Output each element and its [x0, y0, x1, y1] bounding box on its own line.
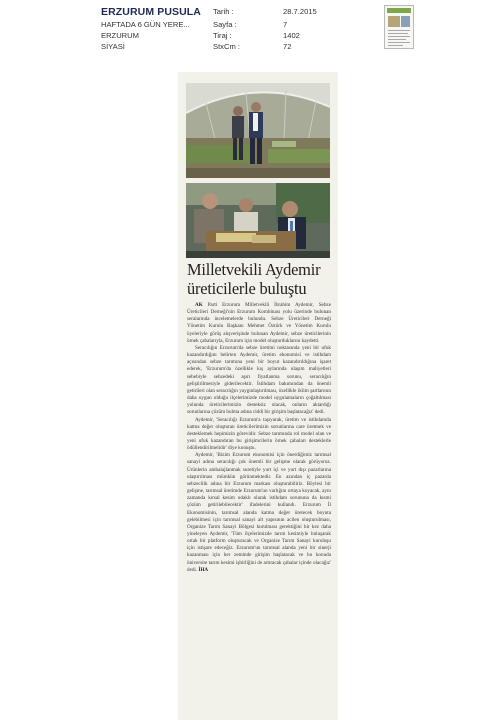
area-value: 72	[283, 42, 292, 51]
circulation-value: 1402	[283, 31, 300, 40]
circulation-label: Tiraj :	[213, 31, 232, 40]
page-label: Sayfa :	[213, 20, 237, 29]
meeting-photo	[186, 183, 330, 258]
date-value: 28.7.2015	[283, 7, 317, 16]
publication-category: SİYASİ	[101, 42, 125, 51]
news-agency: İHA	[198, 566, 209, 573]
page-value: 7	[283, 20, 288, 29]
area-label: StxCm :	[213, 42, 241, 51]
publication-frequency: HAFTADA 6 GÜN YERE...	[101, 20, 190, 29]
date-label: Tarih :	[213, 7, 234, 16]
thumbnail-masthead	[387, 8, 411, 13]
article-body	[187, 302, 331, 574]
paragraph-text: Parti Erzurum Milletvekili İbrahim Aydemir, Sebze Üreticileri Derneği'nin Erzurum Kombinası yolu üzerinde bulunan seralarında incelemelerde bulundu. Sebze Üreticileri Derneği Yönetim Kurulu Başkanı Mehmet Öztürk ve Yönetim Kurulu üyeleriyle görüş alışverişinde bulunan Aydemir, sebze üreticilerinin örnek çabalarıyla, Erzurum için model oluşturduklarını kaydetti.	[187, 302, 331, 344]
article-paragraph: Seracılığın Erzurum'da sebze üretimi noktasında yeni bir ufuk kazandırdığını belirten Aydemir, üretim ekonomisi ve istihdam açısından sebze tarımına yeni bir boyut kazandırıldığına işaret ederek, 'Erzurum'da özellikle kış aylarında ulaşım maliyetleri sebebiyle sebzedeki aşırı fiyatlanma sorunu, seracılığın geliştirilmesiyle giderilecektir. İstihdam bakımından da önemli getirileri olan seracılığın yaygınlaştırılması, özellikle iklim şartlarının daha uygun olduğu ilçelerimizde model uygulamaların çoğaltılması yolunda üreticilerimizin desteksiz olacak, onların aktardığı sorunlarına çözüm bulma adına ciddi bir girişim başlatacağız' dedi.	[187, 344, 331, 416]
thumbnail-photo-2	[401, 16, 410, 27]
thumbnail-photo	[388, 16, 400, 27]
article-paragraph	[187, 302, 331, 345]
article-headline: Milletvekili Aydemir üreticilerle buluştu	[187, 260, 321, 298]
page-thumbnail[interactable]	[384, 5, 414, 49]
paragraph-text: Aydemir, 'Bizim Erzurum ekonomisi için önerdiğimiz tarımsal sanayi adına seracılığı çok önemli bir gelişme olarak görüyoruz. Ürünlerin ambalajlanmak suretiyle yurt içi ve yurt dışı pazarlarına ulaştırılması mümkün görünmektedir. En azından iç pazarda sebzecilik adına bir Erzurum markası oluşturabiliriz. Böylesi bir gelişme, tarımsal üretimde Erzurum'un varlığını ortaya koyacak, aynı zamanda kırsal kesim odaklı olarak istihdam sorununa da kısmi çözüm getirilebilecektir' ifadelerini kullandı. Erzurum İl Ekonomisinin, tarımsal alanda katma değer üretecek boyuta gelebilmesi için tarımsal sanayi alt yapısının acilen oluşturulması, Organize Tarım Sanayi Bölgesi kurulması gerektiğini bir kez daha yineleyen Aydemir, 'Tüm ilçelerimizde tarım kesimiyle buluşarak ortak bir platform oluşturacak ve Organize Tarım Sanayi kuruluşu için istişare edeceğiz. Erzurum'un tarımsal alanda yeni bir sinerji kazanması için her zeminde girişim başlatacak ve bu konuda üniversite tarım kesimi işbirliğini de artıracak çabalar içinde olacağız' dedi.	[187, 452, 331, 573]
publication-city: ERZURUM	[101, 31, 139, 40]
greenhouse-photo	[186, 83, 330, 178]
article-clipping	[178, 72, 338, 720]
article-paragraph: Aydemir, 'Seracılığı Erzurum'a taşıyarak, üretim ve istihdamda katma değer oluşturan üreticilerimizin sorunlarına care üretmek ve desteklemek hepimizin görevidir. Sebze tarımında rol model olan ve yeni ufuk kazandıran bu girişimcilerin örnek çabaları desteklerle ödüllendirilmelidir' diye konuştu.	[187, 416, 331, 452]
publication-name: ERZURUM PUSULA	[101, 6, 201, 18]
article-paragraph	[187, 452, 331, 574]
lead-word: AK	[195, 302, 203, 308]
